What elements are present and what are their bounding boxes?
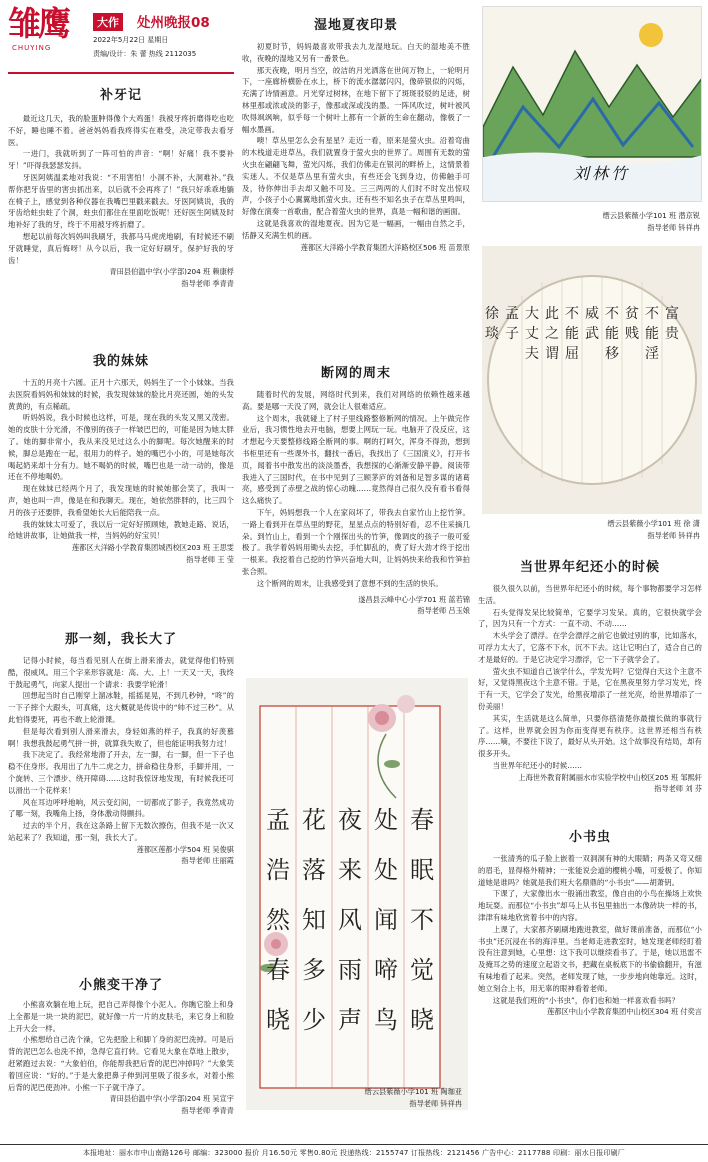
paragraph: 但是每次看到别人滑来滑去，身轻如燕的样子，我真的好羡慕啊！我想我鼓起勇气拼一拼，就算我失败了，但也能证明我努力过！ (8, 726, 234, 748)
paragraph: 萤火虫不知道自己该学什么，学发光吗？它觉得白天这个主意不好，又觉得黑夜这个主意不错。于是，它在黑夜里努力学习发光，终于有一天，它学会了发光，给黑夜增添了一丝光亮，给世界增添了一份美丽！ (478, 666, 702, 711)
paragraph: 噢！草丛里怎么会有星星？走近一看，原来是萤火虫。沿着弯曲的木栈道走进草丛，我们就置身于萤火虫的世界了。周围有无数的萤火虫在翩翩飞舞，萤光闪烁，我们仿佛走在银河的畔桥上，这情景着实迷人。不仅是草丛里有萤火虫，有些还会飞到身边，仿佛触手可及，待你伸出手去却又触不可及。三三两两的人们时不时发出惊叹声，小孩子小心翼翼地抓萤火虫。还有些不知名虫子在草丛里鸣叫，好像在演奏一首歌曲，配合着萤火虫的世界，真是一幅和谐的画面。 (242, 136, 470, 217)
paragraph: 这就是我们班的“小书虫”，你们也和她一样喜欢看书吗？ (492, 995, 680, 1005)
article-zhangda (8, 628, 234, 867)
page-footer: 本报地址：丽水市中山南路126号 邮编：323000 报价 月16.50元 零售0.80元 投递热线：2155747 订报热线：2121456 广告中心：2117788 印刷：丽水日报印刷厂 (0, 1144, 708, 1162)
calligraphy-char: 孟 (266, 806, 290, 834)
byline: 莲都区大洋路小学教育集团大洋路校区506 班 苗景原 (300, 242, 470, 252)
paragraph: 一进门，我就听到了一阵可怕的声音：“啊！好痛！我不要补牙！”吓得我瑟瑟发抖。 (8, 149, 234, 171)
calligraphy-char: 夫 (525, 346, 539, 362)
calligraphy-char: 威 (585, 306, 599, 322)
calligraphy-char: 花 (302, 806, 326, 834)
article-title: 湿地夏夜印景 (313, 18, 398, 33)
calligraphy-char: 来 (338, 856, 362, 884)
calligraphy-char: 多 (302, 956, 326, 984)
calligraphy-char: 大 (525, 306, 539, 322)
paragraph: 初夏时节，妈妈最喜欢带我去九龙湿地玩。白天的湿地美不胜收，夜晚的湿地又另有一番景色。 (242, 42, 470, 63)
teacher-line: 指导老师 季青青 (181, 278, 234, 288)
paragraph: 最近这几天，我的脸蛋肿得像个大鸡蛋！我被牙疼折磨得吃也吃不好，睡也睡不着。爸爸妈妈看我疼得实在难受，决定带我去看牙医。 (8, 114, 234, 147)
paragraph: 我的妹妹太可爱了，我以后一定好好照顾她，教她走路、说话，给她讲故事，让她做我一样，当妈妈的好宝贝！ (8, 519, 234, 541)
article-duanwang (242, 362, 470, 617)
calligraphy-char: 春 (410, 806, 434, 834)
artwork-teacher: 指导老师 钭祥冉 (409, 1099, 462, 1108)
article-title: 那一刻，我长大了 (64, 632, 177, 647)
paragraph: 一张清秀的瓜子脸上嵌着一双洞洞有神的大眼睛；两条又弯又细的眉毛，显得格外精神；一张能说会道的樱桃小嘴，可爱极了。你知道她是谁吗？她就是我们班大名鼎鼎的“小书虫”——胡萧钥。 (478, 854, 702, 887)
calligraphy-char: 知 (302, 906, 326, 934)
calligraphy-char: 晓 (266, 1006, 290, 1034)
calligraphy-char: 鸟 (374, 1006, 398, 1034)
paragraph: 很久很久以前，当世界年纪还小的时候，每个事物都要学习怎样生活。 (478, 584, 702, 605)
calligraphy-sheet-drawing (246, 678, 468, 1110)
calligraphy-char: 孟 (505, 306, 519, 322)
paragraph: 小熊喜欢躺在地上玩，把自己弄得像个小泥人。你瞧它脸上和身上全都是一块一块的泥巴，就好像一片一片的皮肤毛，来它身上和脸上开大会一样。 (8, 1000, 234, 1033)
paragraph: 我下决定了。我经常地滑了开去，左一脚，右一脚，但一下子也稳不住身形。我用出了九牛二虎之力，拼命稳住身形，手脚并用，一个旋转、三个漂步、绕开障碍……这时我惊讶地发现，有时候我还可以滑出一个花样来！ (8, 750, 234, 795)
calligraphy-char: 移 (605, 346, 619, 362)
paragraph: 牙医阿姨温柔地对我说：“不用害怕！小洞不补，大洞难补。”我帮你把牙齿里的害虫抓出来，以后就不会再疼了！”我只好乖乖地躺在椅子上，感觉到各种仪器在我嘴巴里戳来戳去。牙医阿姨说，我的牙齿给蛀虫蛀了个洞，蛀虫们都住在里面吃饭呢！还好医生阿姨及时地补好了我的牙，终于不用被牙疼折磨了。 (8, 172, 234, 230)
article-xiaoshuchong (478, 826, 702, 1018)
calligraphy-char: 此 (545, 306, 559, 322)
calligraphy-char: 之 (545, 326, 559, 342)
paragraph: 听妈妈说，我小时候也这样，可是，现在我的头发又黑又茂密。她的皮肤十分光滑，不像别的孩子一样皱巴巴的，可能是因为她太胖了。她的脚非常小，我从来没见过这么小的脚呢。每次她醒来的时候，脚总是跑在一起，很用力的样子。她的嘴巴小小的，可是她每次喝起奶来却十分有力。她不喝奶的时候，嘴巴也是一动一动的，像是还在不停地喝奶。 (8, 413, 234, 482)
paper-name: 处州晚报08 (137, 15, 210, 31)
calligraphy-char: 闻 (374, 906, 398, 934)
article-title: 小书虫 (568, 830, 611, 845)
article-title: 补牙记 (99, 88, 142, 103)
calligraphy-char: 少 (302, 1006, 326, 1034)
paragraph: 下课了，大家像出水一般涌出教室，像自由的小鸟在操场上欢快地玩耍。而那位“小书虫”却马上从书包里抽出一本像砖块一样的书，津津有味地欣赏着书中的内容。 (478, 889, 702, 922)
calligraphy-char: 不 (565, 306, 579, 322)
masthead-rule (8, 72, 234, 74)
paragraph: 其实，生活就是这么简单，只要你搭清楚你最擅长做的事就行了。这样，世界就会因为你而变得更有秩序。这世界还相当有秩序……嘀，不要往下说了，最好从头开始。这个故事没有结局，却有很多开头。 (478, 713, 702, 759)
calligraphy-char: 富 (665, 306, 679, 322)
article-shidi (242, 14, 470, 253)
calligraphy-char: 浩 (266, 856, 290, 884)
teacher-line: 指导老师 王 莹 (186, 554, 234, 564)
calligraphy-char: 能 (605, 326, 619, 342)
masthead (8, 4, 234, 70)
paragraph: 随着时代的发展，网络时代到来，我们对网络的依赖性越来越高。要是哪一天没了网，就会让人很难适应。 (242, 390, 470, 411)
paragraph: 这个周末，我就碰上了村子里线路整修断网的情况。上午做完作业后，我习惯性地去开电脑，想要上网玩一玩。电脑开了没反应，这才想起今天要整修线路全断网的事。啊的打呵欠，浑身不得劲，想到书柜里还有一些课外书，翻找一番后，我找出了《三国演义》，打开书页，闻着书中散发出的淡淡墨香，我想探的心渐渐安静平静。阅读带我进入了三国时代，在书中见到了三顾茅庐的刘备和足智多谋的诸葛亮，感受到了赤壁之战的惊心动魄……竟然得自己很久没有看书看得这么痛快了。 (242, 413, 470, 506)
calligraphy-char: 琰 (485, 326, 499, 342)
paragraph: 下午，妈妈想我一个人在家闷坏了，带我去自家竹山上挖竹笋。一路上看到开在草丛里的野花，星星点点的特别好看，忍不住采摘几朵。到竹山上，看到一个个刚探出头的竹笋，像调皮的孩子一般可爱极了。我学着妈妈用锄头去挖，手忙脚乱的，费了好大劲才终于挖出一根来。我挖着自己挖的竹笋兴奋地大叫，让妈妈快来给我和竹笋拍张合照。 (242, 507, 470, 576)
calligraphy-char: 丈 (525, 326, 539, 342)
artwork-teacher: 指导老师 钭祥冉 (647, 223, 700, 232)
paragraph: 石头觉得发呆比较简单，它要学习发呆。真的，它很快就学会了，因为只有一个方式：一直不动、不动…… (478, 607, 702, 629)
artwork-caption: 缙云县紫薇小学101 班 徐 潇 (607, 519, 700, 528)
calligraphy-char: 子 (505, 326, 519, 342)
article-title: 当世界年纪还小的时候 (519, 560, 660, 575)
byline: 遂昌县云峰中心小学701 班 蓝若锦 (358, 594, 470, 604)
artwork-calligraphy-circle (482, 246, 702, 514)
painting-signature: 刘林竹 (573, 164, 631, 183)
byline: 莲都区莲都小学504 班 吴俊骐 (136, 844, 234, 854)
byline: 青田县伯温中学(小学部)204 班 赖康桴 (109, 267, 234, 277)
calligraphy-char: 啼 (374, 956, 398, 984)
calligraphy-char: 晓 (410, 1006, 434, 1034)
calligraphy-char: 不 (645, 306, 659, 322)
article-title: 我的妹妹 (92, 354, 149, 369)
calligraphy-char: 武 (585, 326, 599, 342)
calligraphy-char: 贫 (625, 306, 639, 322)
byline: 青田县伯温中学(小学部)204 班 吴宣宇 (109, 1094, 234, 1104)
masthead-logo: 雏鹰 (8, 4, 68, 43)
artwork-caption: 缙云县紫薇小学101 班 陶珈亚 (364, 1087, 462, 1096)
calligraphy-char: 屈 (565, 346, 579, 362)
paragraph: 木头学会了漂浮。在学会漂浮之前它也做过别的事，比如落水，可浮力太大了，它落不下水，沉不下去。这让它明白了，适合自己的才是最好的。于是它决定学习漂浮，它一下子就学会了。 (478, 631, 702, 664)
calligraphy-char: 雨 (338, 956, 362, 984)
masthead-logo-en: CHUYING (12, 44, 52, 52)
calligraphy-char: 眠 (410, 856, 434, 884)
artwork-caption: 缙云县紫薇小学101 班 潜京锐 (602, 211, 700, 220)
paragraph: 那天夜晚，明月当空，皎洁的月光洒落在世间万物上，一轮明月下，一座廊桥横卧在水上，桥下的流水潺潺闪闪，像碎银似的闪烁，充满了诗情画意。月光穿过树林，在地下留下了斑斑驳驳的足迹，树林里那或浓或淡的影子，像那或深或浅的墨。一阵风吹过，树叶被风吹得飒飒响，似乎每一个树叶上都有一个新的生命在翻动，像极了一幅水墨画。 (242, 65, 470, 134)
paragraph: 十五的月亮十六圆。正月十六那天，妈妈生了一个小妹妹。当我去医院看妈妈和妹妹的时候，我发现妹妹的脸比月亮还圆，她的头发黄黄的，有点稀疏。 (8, 378, 234, 411)
calligraphy-char: 声 (338, 1006, 362, 1034)
issue-date: 2022年5月22日 星期日 (93, 36, 169, 44)
calligraphy-char: 处 (374, 806, 398, 834)
artwork-painting-mountains (482, 6, 702, 202)
calligraphy-char: 然 (266, 906, 290, 934)
teacher-line: 指导老师 刘 芬 (654, 784, 702, 794)
paragraph: 小熊想给自己洗个澡，它先把脸上和脚丫身的泥巴洗掉。可是后背的泥巴怎么也洗不掉，急得它直打转。它看见大象在草地上散步，赶紧跑过去说：“大象伯伯，你能帮我把后背的泥巴冲掉吗？”大象笑着回应说：“好的。”于是大象把鼻子伸到河里吸了很多水，对着小熊后背的泥巴使劲冲。小熊一下子就干净了。 (8, 1035, 234, 1092)
article-buyaji (8, 84, 234, 290)
mountain-icon (483, 51, 702, 157)
calligraphy-char: 能 (565, 326, 579, 342)
calligraphy-char: 能 (645, 326, 659, 342)
teacher-line: 指导老师 庄丽霞 (181, 856, 234, 866)
sun-icon (639, 23, 663, 47)
calligraphy-char: 不 (410, 906, 434, 934)
paragraph: 当世界年纪还小的时候…… (492, 760, 583, 770)
paragraph: 上课了，大家都齐刷刷地跑进教室，做好课前准备，而那位“小书虫”还沉浸在书的海洋里。当老师走进教室时，她发现老师经盯着没有注意到她，心里想：这下我可以继续看书了。于是，她以迅雷不及掩耳之势的速度立起语文书，把藏在桌板底下的书偷偷翻开，有滋有味地看了起来。突然，老师发现了她，一步步地向她靠近。这时，她立刻合上书，用无辜的眼神看着老师。 (478, 924, 702, 993)
article-shihou (478, 556, 702, 795)
calligraphy-char: 徐 (485, 306, 499, 322)
paragraph: 回想起当时自己刚穿上溜冰鞋，摇摇晃晃，不到几秒钟，“咚”的一下子摔个大跟头，可真痛，这大概就是传说中的“帅不过三秒”。从此怕得要死，再也不敢上轮滑课。 (8, 691, 234, 724)
calligraphy-char: 处 (374, 856, 398, 884)
byline: 上海世外教育附属丽水市实验学校中山校区205 班 邹熙轩 (518, 772, 702, 782)
paragraph: 现在妹妹已经两个月了，我发现她的时候她都会笑了，我叫一声，她也叫一声，像是在和我聊天。现在，她依然胖胖的，比三四个月的孩子还要胖，我希望她长大后能陪我一点。 (8, 484, 234, 517)
article-meimei (8, 350, 234, 565)
paragraph: 这就是我喜欢的湿地夏夜。因为它是一幅画，一幅由自然之手，恬静又充满生机的画。 (242, 218, 470, 240)
artwork-calligraphy-sheet (246, 678, 468, 1110)
paragraph: 记得小时候，每当看见别人在街上滑来滑去，就觉得他们特别酷，很威风。用三个字来形容就是：高、大、上！一天又一天，我终于鼓起勇气，向家人提出一个请求：我要学轮滑！ (8, 656, 234, 689)
teacher-line: 指导老师 吕玉娘 (417, 606, 470, 616)
section-badge: 大作 (93, 13, 123, 31)
calligraphy-char: 不 (605, 306, 619, 322)
calligraphy-char: 谓 (545, 346, 559, 362)
calligraphy-char: 落 (302, 856, 326, 884)
teacher-line: 指导老师 季青青 (181, 1105, 234, 1115)
editor-line: 责编/设计：朱 蕾 热线 2112035 (93, 50, 197, 58)
article-title: 小熊变干净了 (78, 978, 163, 993)
calligraphy-char: 觉 (410, 956, 434, 984)
calligraphy-char: 淫 (645, 346, 659, 362)
byline: 莲都区大洋路小学教育集团城西校区203 班 王思雯 (71, 543, 234, 553)
calligraphy-char: 贱 (625, 326, 639, 342)
article-title: 断网的周末 (320, 366, 391, 381)
calligraphy-char: 风 (338, 906, 362, 934)
paragraph: 想起以前每次妈妈叫我刷牙，我都马马虎虎地刷，有时候还不刷牙就睡觉，真后悔呀！从今以后，我一定好好刷牙，保护好我的牙齿！ (8, 231, 234, 265)
article-xiaoxiong (8, 974, 234, 1117)
paragraph: 这个断网的周末，让我感受到了意想不到的生活的快乐。 (256, 578, 443, 588)
calligraphy-char: 春 (266, 956, 290, 984)
paragraph: 过去的半个月，我在这条路上留下无数次擦伤，但我不是一次又站起来了？我知道，那一刻，我长大了。 (8, 821, 234, 842)
calligraphy-circle-drawing (482, 246, 702, 514)
byline: 莲都区中山小学教育集团中山校区304 班 付奕言 (547, 1007, 702, 1017)
paragraph: 风在耳边呼呼地响，风云变幻间，一切都成了影子，我竟然成功了哪一刻，我嘴角上扬，身体激动得颤抖。 (8, 797, 234, 819)
calligraphy-char: 夜 (338, 806, 362, 834)
calligraphy-char: 贵 (665, 326, 679, 342)
artwork-teacher: 指导老师 钭祥冉 (647, 531, 700, 540)
